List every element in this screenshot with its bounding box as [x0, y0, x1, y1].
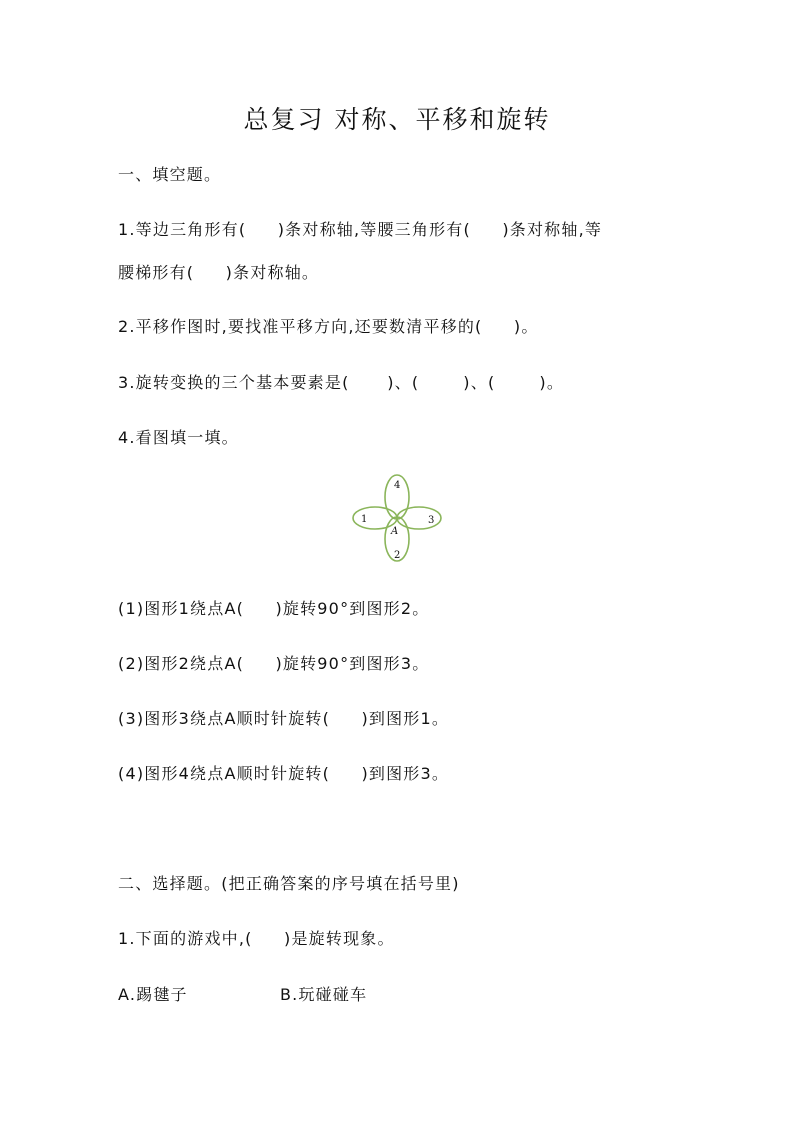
page-title: 总复习 对称、平移和旋转 — [243, 105, 551, 134]
figure-label-3: 3 — [428, 515, 435, 526]
figure-point-a: A — [391, 526, 399, 537]
question-4-1: (1)图形1绕点A( )旋转90°到图形2。 — [118, 599, 430, 618]
question-3: 3.旋转变换的三个基本要素是( )、( )、( )。 — [118, 373, 565, 392]
question-4-3: (3)图形3绕点A顺时针旋转( )到图形1。 — [118, 709, 450, 728]
question-4: 4.看图填一填。 — [118, 428, 239, 447]
option-a: A.踢毽子 — [118, 985, 188, 1004]
section2-heading: 二、选择题。(把正确答案的序号填在括号里) — [118, 874, 460, 893]
question-4-2: (2)图形2绕点A( )旋转90°到图形3。 — [118, 654, 430, 673]
question-4-4: (4)图形4绕点A顺时针旋转( )到图形3。 — [118, 764, 450, 783]
figure-label-4: 4 — [394, 480, 401, 491]
figure-label-2: 2 — [394, 550, 401, 561]
rotation-figure — [352, 472, 442, 564]
question-2: 2.平移作图时,要找准平移方向,还要数清平移的( )。 — [118, 317, 539, 336]
figure-label-1: 1 — [361, 514, 368, 525]
section1-heading: 一、填空题。 — [118, 165, 222, 184]
question-1-line-1: 1.等边三角形有( )条对称轴,等腰三角形有( )条对称轴,等 — [118, 220, 603, 239]
option-b: B.玩碰碰车 — [280, 985, 368, 1004]
section2-question-1: 1.下面的游戏中,( )是旋转现象。 — [118, 929, 395, 948]
question-1-line-2: 腰梯形有( )条对称轴。 — [118, 263, 320, 282]
petal-right — [397, 507, 441, 529]
